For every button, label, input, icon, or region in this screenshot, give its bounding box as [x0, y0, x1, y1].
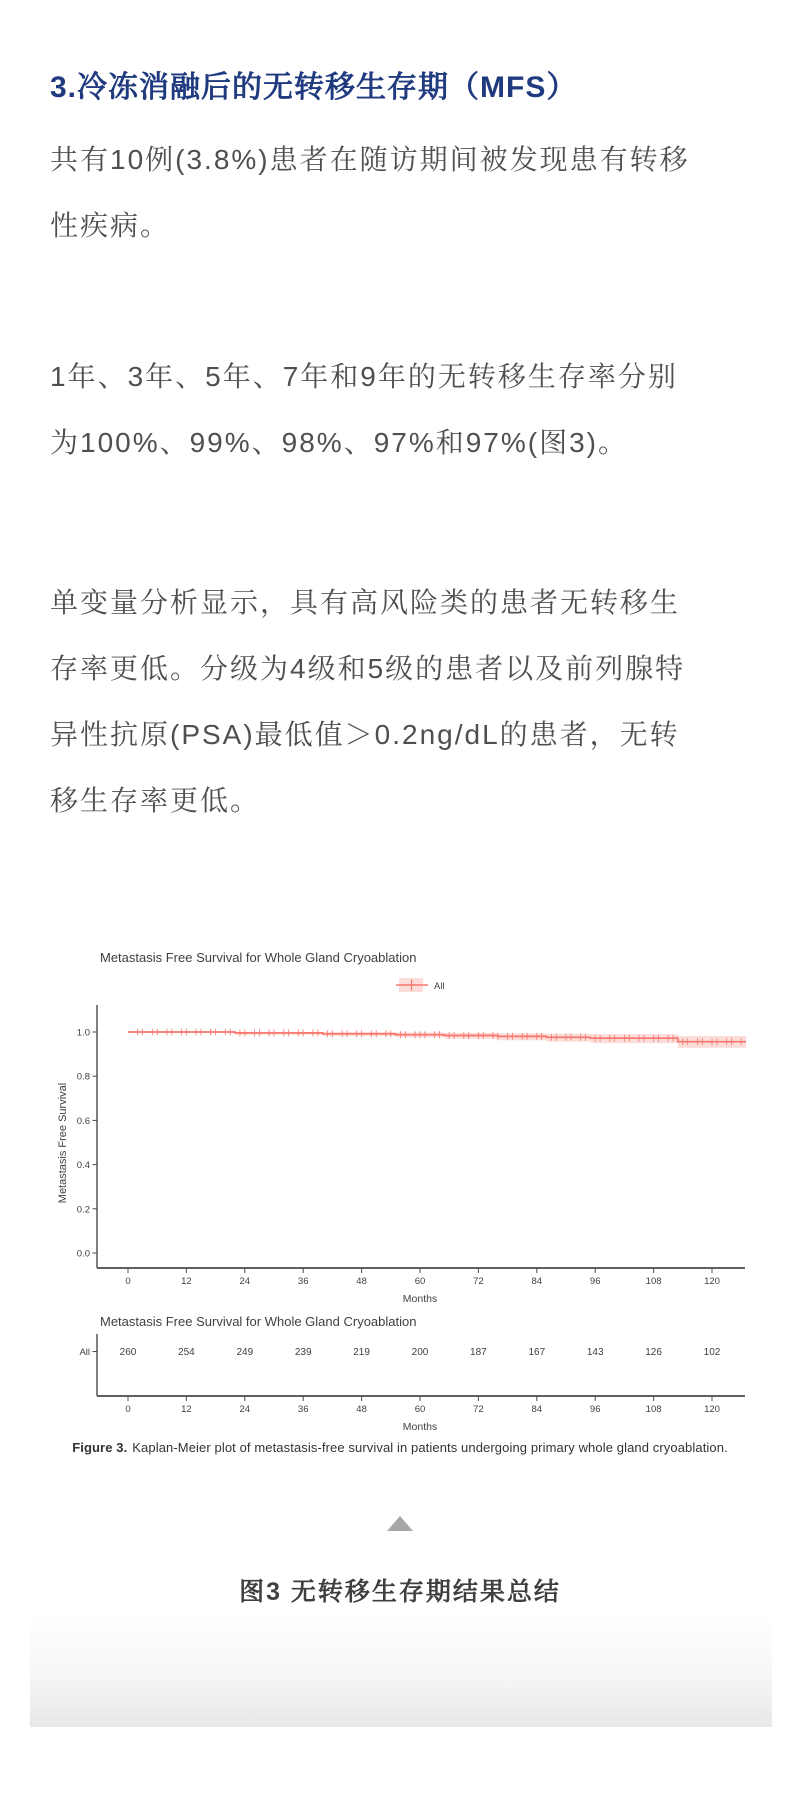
paragraph-survival-rates — [50, 344, 770, 476]
legend-label: All — [434, 981, 445, 992]
x-axis-ticks — [125, 1268, 720, 1305]
km-chart-svg — [40, 945, 760, 1437]
svg-text:120: 120 — [704, 1276, 720, 1287]
risk-table — [79, 1314, 745, 1433]
chart-legend — [396, 978, 445, 992]
svg-text:36: 36 — [297, 1276, 309, 1287]
text-line: 单变量分析显示，具有高风险类的患者无转移生 — [50, 587, 681, 618]
x-axis-label: Months — [402, 1293, 438, 1305]
svg-text:72: 72 — [473, 1276, 484, 1287]
svg-text:60: 60 — [414, 1276, 426, 1287]
figure-caption-text: Kaplan-Meier plot of metastasis-free survival in patients undergoing primary whole gland cryoablation. — [132, 1440, 728, 1455]
chart-title: Metastasis Free Survival for Whole Gland Cryoablation — [100, 950, 417, 965]
y-axis-ticks — [77, 1028, 97, 1260]
svg-text:24: 24 — [239, 1404, 251, 1415]
svg-text:84: 84 — [531, 1276, 543, 1287]
risk-row-label: All — [79, 1347, 90, 1358]
card-bottom-shadow — [30, 1613, 772, 1727]
svg-text:1.0: 1.0 — [76, 1027, 90, 1039]
risk-count: 187 — [470, 1347, 487, 1358]
svg-text:12: 12 — [181, 1276, 192, 1287]
svg-text:72: 72 — [473, 1404, 484, 1415]
svg-text:0.8: 0.8 — [76, 1071, 90, 1083]
text-line: 移生存率更低。 — [50, 785, 261, 816]
figure-caption — [0, 1440, 800, 1455]
svg-text:0.4: 0.4 — [76, 1160, 90, 1172]
paragraph-univariate-analysis — [50, 570, 770, 834]
section-heading: 3.冷冻消融后的无转移生存期（MFS） — [50, 71, 578, 104]
svg-text:60: 60 — [414, 1404, 426, 1415]
svg-text:0.6: 0.6 — [76, 1115, 90, 1127]
svg-text:0: 0 — [125, 1276, 131, 1287]
figure-caption-label: Figure 3. — [72, 1440, 128, 1455]
risk-count: 102 — [703, 1347, 721, 1358]
paragraph-metastasis-count — [50, 127, 770, 259]
risk-count: 126 — [645, 1347, 662, 1358]
svg-text:24: 24 — [239, 1276, 251, 1287]
y-axis-label: Metastasis Free Survival — [57, 1082, 69, 1204]
svg-text:108: 108 — [645, 1276, 662, 1287]
text-line: 性疾病。 — [50, 210, 171, 241]
svg-text:120: 120 — [704, 1404, 720, 1415]
svg-text:48: 48 — [356, 1404, 367, 1415]
risk-count: 249 — [236, 1347, 254, 1358]
svg-text:84: 84 — [531, 1404, 543, 1415]
collapse-up-triangle-icon[interactable] — [387, 1516, 413, 1531]
risk-table-title: Metastasis Free Survival for Whole Gland Cryoablation — [100, 1314, 417, 1329]
risk-x-axis-label: Months — [402, 1421, 438, 1433]
risk-count: 239 — [294, 1347, 312, 1358]
text-line: 存率更低。分级为4级和5级的患者以及前列腺特 — [50, 653, 686, 684]
svg-text:0.0: 0.0 — [76, 1248, 90, 1260]
text-line: 共有10例(3.8%)患者在随访期间被发现患有转移 — [50, 144, 690, 175]
svg-text:0.2: 0.2 — [76, 1204, 90, 1216]
y-axis-label — [57, 1083, 69, 1203]
risk-count: 219 — [353, 1347, 370, 1358]
risk-count: 254 — [178, 1347, 195, 1358]
svg-text:12: 12 — [181, 1404, 192, 1415]
text-line: 为100%、99%、98%、97%和97%(图3)。 — [50, 427, 628, 458]
svg-text:96: 96 — [589, 1276, 601, 1287]
svg-text:96: 96 — [589, 1404, 601, 1415]
risk-count: 167 — [528, 1347, 546, 1358]
risk-count: 143 — [586, 1347, 604, 1358]
plot-axes — [97, 1005, 745, 1268]
text-line: 1年、3年、5年、7年和9年的无转移生存率分别 — [50, 361, 678, 392]
svg-text:108: 108 — [645, 1404, 662, 1415]
svg-text:48: 48 — [356, 1276, 367, 1287]
chart-title — [100, 950, 416, 965]
svg-text:36: 36 — [297, 1404, 309, 1415]
figure-cn-title: 图3 无转移生存期结果总结 — [239, 1578, 561, 1606]
risk-count: 260 — [119, 1347, 137, 1358]
risk-count: 200 — [411, 1347, 429, 1358]
text-line: 异性抗原(PSA)最低值＞0.2ng/dL的患者，无转 — [50, 719, 680, 750]
svg-text:0: 0 — [125, 1404, 131, 1415]
